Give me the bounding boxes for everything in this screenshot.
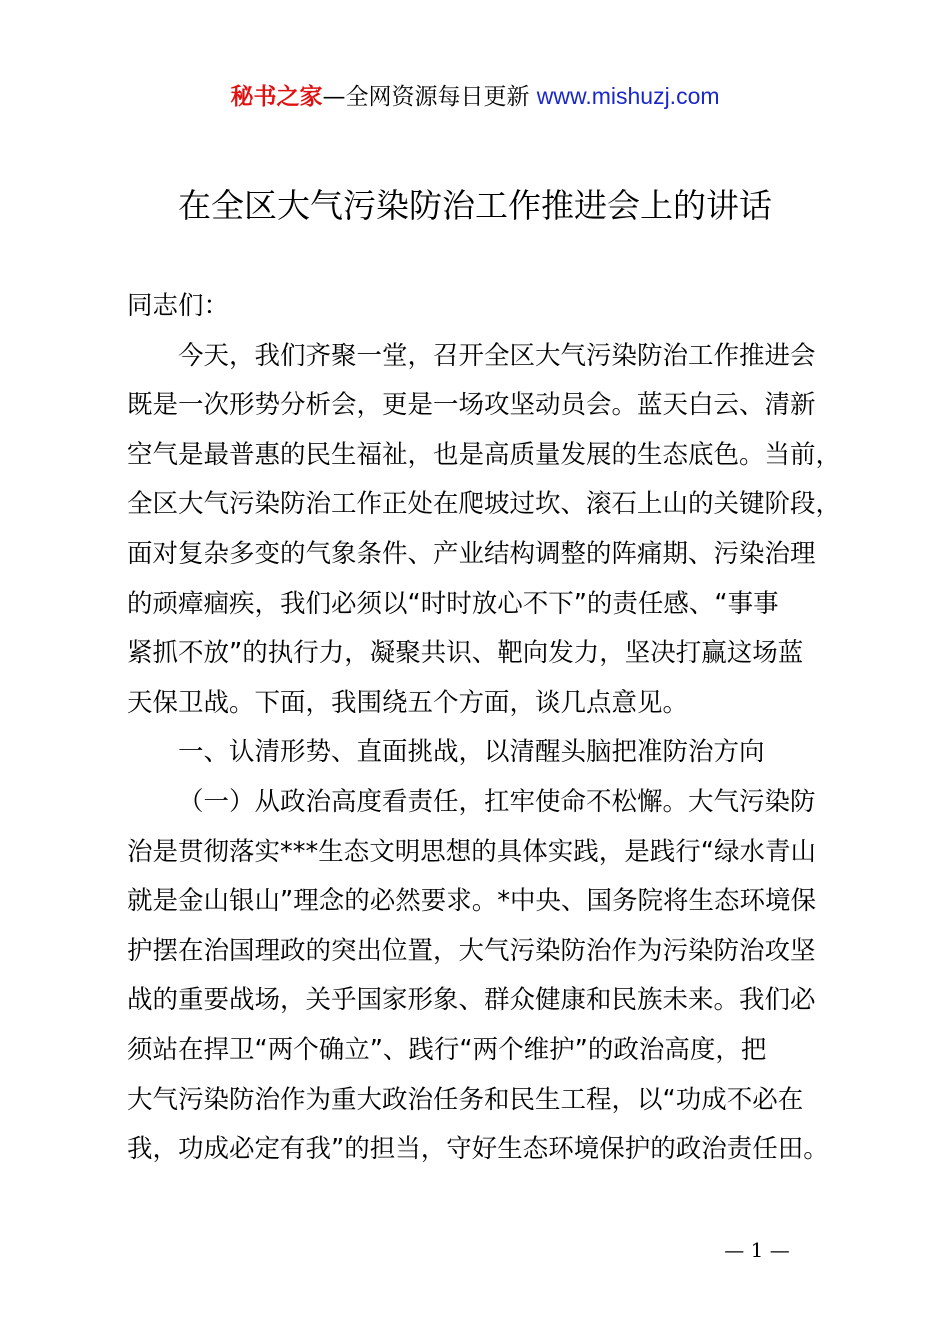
- body-line: 战的重要战场，关乎国家形象、群众健康和民族未来。我们必: [127, 985, 816, 1016]
- subsection-heading-line: （一）从政治高度看责任，扛牢使命不松懈。大气污染防: [178, 786, 816, 817]
- document-body: [127, 282, 857, 1175]
- document-title: 在全区大气污染防治工作推进会上的讲话: [178, 186, 772, 225]
- body-line: 护摆在治国理政的突出位置，大气污染防治作为污染防治攻坚: [127, 935, 816, 966]
- body-line: 大气污染防治作为重大政治任务和民生工程，以“功成不必在: [127, 1084, 804, 1115]
- header-brand: 秘书之家: [230, 84, 323, 110]
- header-url-link[interactable]: www.mishuzj.com: [536, 83, 720, 109]
- body-line: 天保卫战。下面，我围绕五个方面，谈几点意见。: [127, 687, 689, 718]
- body-line: 今天，我们齐聚一堂，召开全区大气污染防治工作推进会: [178, 340, 816, 371]
- section-heading: 一、认清形势、直面挑战，以清醒头脑把准防治方向: [178, 737, 765, 768]
- site-header-banner: [0, 80, 950, 113]
- page-number: — 1 —: [724, 1238, 790, 1262]
- body-line: 就是金山银山”理念的必然要求。*中央、国务院将生态环境保: [127, 886, 816, 917]
- body-line: 须站在捍卫“两个确立”、践行“两个维护”的政治高度，把: [127, 1034, 767, 1065]
- body-line: 既是一次形势分析会，更是一场攻坚动员会。蓝天白云、清新: [127, 390, 816, 421]
- body-line: 我，功成必定有我”的担当，守好生态环境保护的政治责任田。: [127, 1134, 829, 1165]
- body-line: 同志们：: [127, 291, 230, 321]
- body-line: 治是贯彻落实***生态文明思想的具体实践，是践行“绿水青山: [127, 836, 816, 867]
- header-tagline: —全网资源每日更新: [322, 84, 537, 110]
- body-line: 的顽瘴痼疾，我们必须以“时时放心不下”的责任感、“事事: [127, 588, 779, 619]
- body-line: 全区大气污染防治工作正处在爬坡过坎、滚石上山的关键阶段，: [127, 489, 842, 520]
- body-line: 空气是最普惠的民生福祉，也是高质量发展的生态底色。当前，: [127, 439, 842, 470]
- body-line: 紧抓不放”的执行力，凝聚共识、靶向发力，坚决打赢这场蓝: [127, 638, 804, 669]
- body-line: 面对复杂多变的气象条件、产业结构调整的阵痛期、污染治理: [127, 538, 816, 569]
